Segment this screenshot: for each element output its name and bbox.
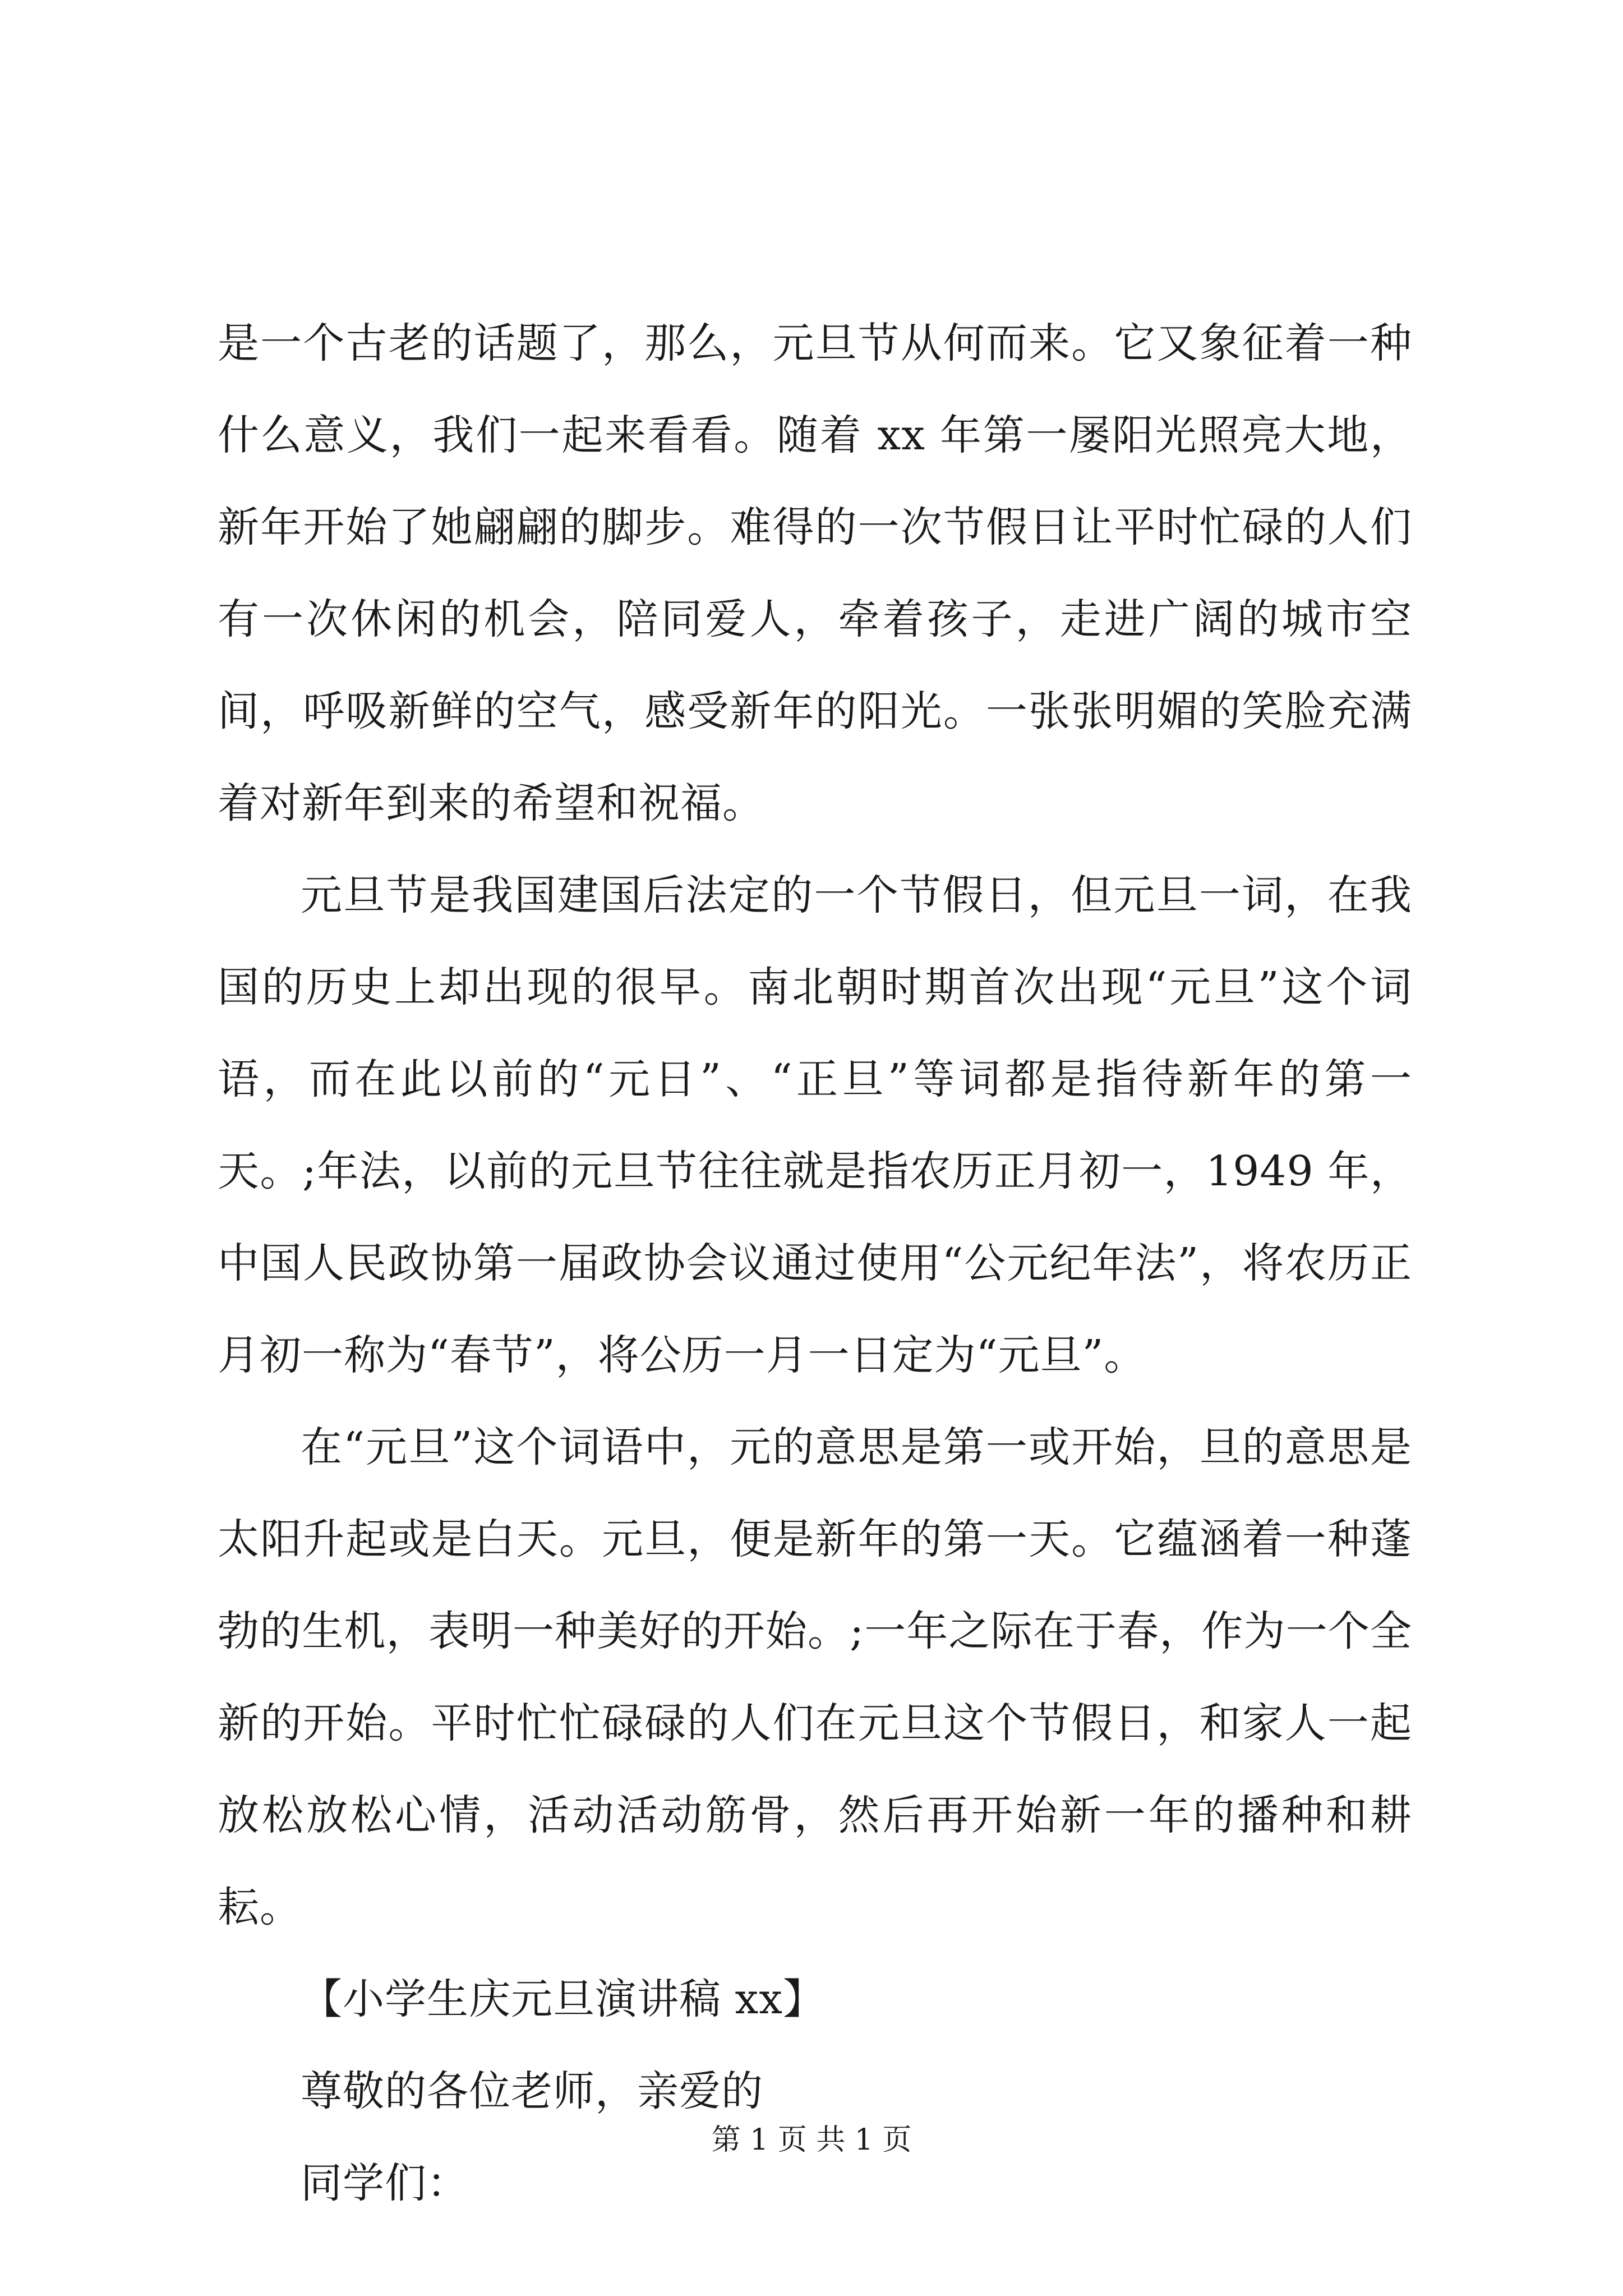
document-body <box>218 297 1412 2229</box>
paragraph-3: 在“元旦”这个词语中，元的意思是第一或开始，旦的意思是太阳升起或是白天。元旦，便是新年的第一天。它蕴涵着一种蓬勃的生机，表明一种美好的开始。;一年之际在于春，作为一个全新的开始。平时忙忙碌碌的人们在元旦这个节假日，和家人一起放松放松心情，活动活动筋骨，然后再开始新一年的播种和耕耘。 <box>218 1423 1412 1931</box>
paragraph-1: 是一个古老的话题了，那么，元旦节从何而来。它又象征着一种什么意义，我们一起来看看。随着 xx 年第一屡阳光照亮大地，新年开始了她翩翩的脚步。难得的一次节假日让平时忙碌的人们有一次休闲的机会，陪同爱人，牵着孩子，走进广阔的城市空间，呼吸新鲜的空气，感受新年的阳光。一张张明媚的笑脸充满着对新年到来的希望和祝福。 <box>218 319 1412 827</box>
salutation-line-2: 同学们： <box>301 2159 469 2207</box>
section-heading: 【小学生庆元旦演讲稿 xx】 <box>301 1975 825 2023</box>
paragraph-2: 元旦节是我国建国后法定的一个节假日，但元旦一词，在我国的历史上却出现的很早。南北朝时期首次出现“元旦”这个词语，而在此以前的“元日”、“正旦”等词都是指待新年的第一天。;年法，以前的元旦节往往就是指农历正月初一，1949 年，中国人民政协第一届政协会议通过使用“公元纪年法”，将农历正月初一称为“春节”，将公历一月一日定为“元旦”。 <box>218 871 1412 1379</box>
salutation-line-1: 尊敬的各位老师，亲爱的 <box>301 2067 763 2115</box>
page-footer: 第 1 页 共 1 页 <box>711 2123 912 2157</box>
